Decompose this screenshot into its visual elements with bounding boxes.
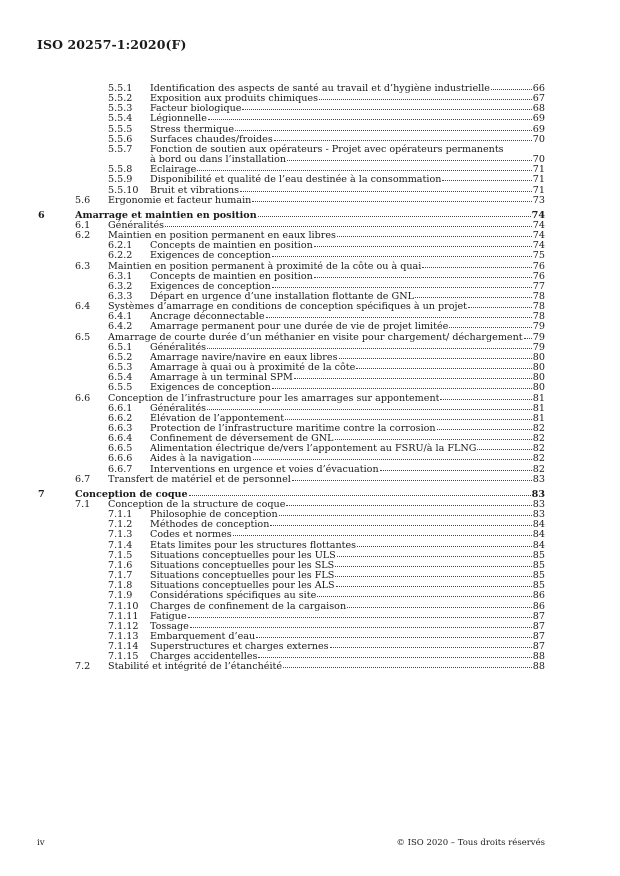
toc-entry-title: Philosophie de conception xyxy=(150,509,278,521)
dot-leader xyxy=(380,470,532,471)
dot-leader xyxy=(256,637,532,638)
dot-leader xyxy=(287,160,532,161)
toc-entry-page: 82 xyxy=(532,463,545,475)
toc-entry-number: 5.5.9 xyxy=(108,174,133,186)
toc-entry-title: Stress thermique xyxy=(150,123,235,135)
toc-entry-number: 6.5 xyxy=(75,331,91,343)
toc-entry-page: 82 xyxy=(532,422,545,434)
toc-entry-title: Charges accidentelles xyxy=(150,651,258,663)
toc-entry-title: Interventions en urgence et voies d’évacuation xyxy=(150,463,379,475)
dot-leader xyxy=(292,480,532,481)
toc-entry-page: 87 xyxy=(532,610,545,622)
dot-leader xyxy=(258,216,531,217)
toc-entry-page: 74 xyxy=(532,230,545,242)
dot-leader xyxy=(449,327,531,328)
toc-entry-page: 79 xyxy=(532,321,545,333)
dot-leader xyxy=(272,256,532,257)
toc-entry-page: 84 xyxy=(532,519,545,531)
toc-entry-page: 74 xyxy=(532,219,545,231)
toc-entry-number: 6 xyxy=(38,209,45,221)
toc-entry-number: 5.5.4 xyxy=(108,113,133,125)
dot-leader xyxy=(272,287,532,288)
toc-entry-title: Départ en urgence d’une installation flottante de GNL xyxy=(150,291,414,302)
toc-entry-title: Disponibilité et qualité de l’eau destinée à la consommation xyxy=(150,174,442,186)
dot-leader xyxy=(252,201,531,202)
toc-entry[interactable] xyxy=(0,661,620,673)
toc-entry-page: 70 xyxy=(532,154,545,166)
dot-leader xyxy=(335,566,532,567)
toc-entry-number: 6.1 xyxy=(75,219,91,231)
toc-entry-number: 6.5.3 xyxy=(108,362,133,374)
toc-entry-title: Systèmes d’amarrage en conditions de conception spécifiques à un projet xyxy=(108,301,468,313)
toc-entry-number: 7.1.12 xyxy=(108,620,139,632)
toc-entry-title: Codes et normes xyxy=(150,529,232,541)
toc-entry-number: 5.5.5 xyxy=(108,123,133,135)
toc-entry-title: Bruit et vibrations xyxy=(150,184,240,196)
dot-leader xyxy=(270,525,531,526)
toc-entry-number: 5.5.2 xyxy=(108,93,133,105)
toc-entry-title: Confinement de déversement de GNL xyxy=(150,433,334,445)
dot-leader xyxy=(347,607,532,608)
toc-entry-number: 5.5.6 xyxy=(108,133,133,145)
toc-entry-number: 7.1.15 xyxy=(108,651,139,663)
dot-leader xyxy=(339,358,532,359)
toc-entry-number: 5.5.7 xyxy=(108,143,133,155)
toc-entry-page: 66 xyxy=(532,83,545,94)
toc-entry-title: Aides à la navigation xyxy=(150,453,252,465)
toc-entry-title: Alimentation électrique de/vers l’appontement au FSRU/à la FLNG xyxy=(150,443,477,455)
toc-entry-page: 85 xyxy=(532,570,545,582)
dot-leader xyxy=(190,627,532,628)
toc-entry-page: 76 xyxy=(532,260,545,272)
toc-entry-number: 6.4.1 xyxy=(108,311,133,323)
toc-entry-title: États limites pour les structures flottantes xyxy=(150,539,357,551)
toc-entry-number: 7.1.6 xyxy=(108,559,133,571)
dot-leader xyxy=(197,170,531,171)
toc-entry-page: 83 xyxy=(532,509,545,521)
dot-leader xyxy=(286,505,531,506)
toc-entry-number: 6.2.2 xyxy=(108,250,133,262)
toc-entry-number: 7.1.5 xyxy=(108,549,133,561)
toc-entry-number: 5.5.3 xyxy=(108,103,133,115)
toc-entry-title: Tossage xyxy=(150,620,189,632)
toc-entry[interactable] xyxy=(0,195,620,207)
toc-entry-number: 6.6.1 xyxy=(108,402,133,414)
dot-leader xyxy=(337,236,532,237)
toc-entry-title: Exposition aux produits chimiques xyxy=(150,93,319,105)
toc-entry-page: 87 xyxy=(532,620,545,632)
dot-leader xyxy=(294,378,532,379)
toc-entry-title: Situations conceptuelles pour les FLS xyxy=(150,570,335,582)
toc-entry-title: Situations conceptuelles pour les ULS xyxy=(150,549,336,561)
dot-leader xyxy=(235,130,532,131)
toc-entry-number: 7.1.14 xyxy=(108,641,139,653)
toc-entry-page: 83 xyxy=(532,499,545,510)
dot-leader xyxy=(207,409,532,410)
dot-leader xyxy=(440,399,531,400)
dot-leader xyxy=(314,246,532,247)
dot-leader xyxy=(317,596,531,597)
toc-entry-page: 70 xyxy=(532,133,545,145)
toc-entry-number: 7.1.2 xyxy=(108,519,133,531)
toc-entry-number: 7.1.13 xyxy=(108,630,139,642)
toc-entry-number: 7 xyxy=(38,488,45,500)
toc-entry-page: 74 xyxy=(531,209,545,221)
toc-entry-title: Légionnelle xyxy=(150,113,207,125)
toc-entry-page: 84 xyxy=(532,529,545,541)
toc-entry-number: 6.3 xyxy=(75,260,91,272)
page-number: iv xyxy=(37,838,45,848)
toc-entry-number: 6.6.6 xyxy=(108,453,133,465)
toc-entry-page: 87 xyxy=(532,630,545,642)
toc-entry-title: Fonction de soutien aux opérateurs - Projet avec opérateurs permanents xyxy=(150,143,504,155)
dot-leader xyxy=(274,140,532,141)
toc-entry-number: 6.3.1 xyxy=(108,270,133,282)
toc-entry-page: 77 xyxy=(532,280,545,292)
dot-leader xyxy=(283,667,532,668)
dot-leader xyxy=(165,226,532,227)
dot-leader xyxy=(335,576,531,577)
toc-entry-title: Protection de l’infrastructure maritime contre la corrosion xyxy=(150,422,436,434)
toc-entry-page: 68 xyxy=(532,103,545,115)
toc-entry-number: 6.5.5 xyxy=(108,382,133,394)
toc-entry-number: 7.1.10 xyxy=(108,600,139,612)
toc-entry-page: 83 xyxy=(531,488,545,500)
dot-leader xyxy=(491,89,532,90)
toc-entry-number: 6.2 xyxy=(75,230,91,242)
dot-leader xyxy=(336,586,532,587)
toc-entry-number: 6.6.4 xyxy=(108,433,133,445)
toc-entry[interactable] xyxy=(0,474,620,486)
dot-leader xyxy=(319,99,532,100)
dot-leader xyxy=(330,647,532,648)
toc-entry-page: 81 xyxy=(532,412,545,424)
toc-entry-title-continuation: à bord ou dans l’installation xyxy=(150,154,287,166)
toc-entry-number: 7.1.1 xyxy=(108,509,133,521)
toc-entry-page: 87 xyxy=(532,641,545,653)
toc-entry-number: 7.1.8 xyxy=(108,580,133,592)
dot-leader xyxy=(477,449,531,450)
toc-entry-title: Exigences de conception xyxy=(150,382,271,394)
toc-entry-page: 69 xyxy=(532,123,545,135)
toc-entry-page: 73 xyxy=(532,194,545,206)
toc-entry-page: 80 xyxy=(532,372,545,384)
toc-entry-title: Situations conceptuelles pour les ALS xyxy=(150,580,335,592)
toc-entry-number: 7.1.3 xyxy=(108,529,133,541)
toc-entry-number: 6.4 xyxy=(75,301,91,313)
toc-entry-page: 74 xyxy=(532,240,545,252)
toc-entry-page: 80 xyxy=(532,382,545,394)
toc-entry-title: Facteur biologique xyxy=(150,103,242,115)
document-header: ISO 20257-1:2020(F) xyxy=(37,37,187,52)
toc-entry-title: Conception de la structure de coque xyxy=(108,499,286,510)
toc-entry-page: 82 xyxy=(532,453,545,465)
toc-entry-title: Ergonomie et facteur humain xyxy=(108,194,252,206)
dot-leader xyxy=(189,495,531,496)
toc-entry-page: 71 xyxy=(532,174,545,186)
toc-entry-title: Concepts de maintien en position xyxy=(150,240,313,252)
dot-leader xyxy=(415,297,532,298)
dot-leader xyxy=(442,180,531,181)
toc-entry-number: 5.5.1 xyxy=(108,83,133,94)
toc-entry-number: 6.7 xyxy=(75,473,91,485)
dot-leader xyxy=(524,338,532,339)
toc-entry-title: Éclairage xyxy=(150,164,197,176)
toc-entry-title: Amarrage navire/navire en eaux libres xyxy=(150,351,338,363)
dot-leader xyxy=(337,556,532,557)
toc-entry-number: 6.3.2 xyxy=(108,280,133,292)
dot-leader xyxy=(357,546,532,547)
toc-entry-title: Conception de coque xyxy=(75,488,188,500)
toc-entry-title: Maintien en position permanent à proximité de la côte ou à quai xyxy=(108,260,422,272)
dot-leader xyxy=(253,459,532,460)
toc-entry-number: 5.5.10 xyxy=(108,184,139,196)
toc-entry-page: 80 xyxy=(532,351,545,363)
toc-entry-page: 86 xyxy=(532,600,545,612)
toc-entry-page: 88 xyxy=(532,651,545,663)
toc-entry-title: Amarrage à un terminal SPM xyxy=(150,372,293,384)
toc-entry-title: Situations conceptuelles pour les SLS xyxy=(150,559,335,571)
toc-entry-page: 88 xyxy=(532,661,545,673)
toc-entry-title: Maintien en position permanent en eaux libres xyxy=(108,230,336,242)
toc-entry-title: Considérations spécifiques au site xyxy=(150,590,317,602)
dot-leader xyxy=(242,109,531,110)
toc-entry-number: 6.4.2 xyxy=(108,321,133,333)
toc-entry-title: Méthodes de conception xyxy=(150,519,270,531)
toc-entry-number: 5.6 xyxy=(75,194,91,206)
dot-leader xyxy=(437,429,532,430)
dot-leader xyxy=(335,439,532,440)
toc-entry-page: 76 xyxy=(532,270,545,282)
toc-entry-page: 78 xyxy=(532,291,545,302)
toc-entry-title: Charges de confinement de la cargaison xyxy=(150,600,347,612)
toc-entry-title: Ancrage déconnectable xyxy=(150,311,265,323)
toc-entry-number: 5.5.8 xyxy=(108,164,133,176)
toc-entry-title: Surfaces chaudes/froides xyxy=(150,133,273,145)
toc-entry-number: 6.5.1 xyxy=(108,341,133,353)
dot-leader xyxy=(314,277,532,278)
toc-entry-title: Amarrage de courte durée d’un méthanier en visite pour chargement/ déchargement xyxy=(108,331,523,343)
toc-entry-number: 6.3.3 xyxy=(108,291,133,302)
toc-entry-title: Généralités xyxy=(150,341,207,353)
toc-entry-number: 6.5.4 xyxy=(108,372,133,384)
toc-entry-number: 6.6.3 xyxy=(108,422,133,434)
toc-entry-page: 79 xyxy=(532,331,545,343)
dot-leader xyxy=(272,388,532,389)
toc-entry-title: Superstructures et charges externes xyxy=(150,641,329,653)
toc-entry-page: 81 xyxy=(532,392,545,404)
dot-leader xyxy=(207,348,532,349)
dot-leader xyxy=(422,267,531,268)
dot-leader xyxy=(233,535,532,536)
dot-leader xyxy=(240,191,532,192)
toc-entry-title: Amarrage et maintien en position xyxy=(75,209,257,221)
toc-entry-page: 67 xyxy=(532,93,545,105)
dot-leader xyxy=(266,317,532,318)
toc-entry-page: 85 xyxy=(532,559,545,571)
toc-entry-page: 83 xyxy=(532,473,545,485)
copyright-notice: © ISO 2020 – Tous droits réservés xyxy=(396,838,545,848)
dot-leader xyxy=(188,617,532,618)
toc-entry-page: 85 xyxy=(532,580,545,592)
toc-entry-number: 6.6.2 xyxy=(108,412,133,424)
toc-entry-number: 7.1.7 xyxy=(108,570,133,582)
toc-entry-page: 86 xyxy=(532,590,545,602)
toc-entry-number: 6.2.1 xyxy=(108,240,133,252)
toc-entry-title: Embarquement d’eau xyxy=(150,630,256,642)
toc-entry-number: 7.2 xyxy=(75,661,91,673)
toc-entry-page: 75 xyxy=(532,250,545,262)
toc-entry-title: Amarrage à quai ou à proximité de la côte xyxy=(150,362,356,374)
toc-entry-title: Transfert de matériel et de personnel xyxy=(108,473,291,485)
toc-entry-page: 81 xyxy=(532,402,545,414)
toc-entry-title: Concepts de maintien en position xyxy=(150,270,313,282)
toc-entry-number: 6.6 xyxy=(75,392,91,404)
toc-entry-number: 7.1.9 xyxy=(108,590,133,602)
toc-entry-title: Généralités xyxy=(108,219,165,231)
toc-entry-title: Exigences de conception xyxy=(150,250,271,262)
toc-entry-title: Conception de l’infrastructure pour les amarrages sur appontement xyxy=(108,392,440,404)
toc-entry-number: 6.6.5 xyxy=(108,443,133,455)
toc-entry-page: 82 xyxy=(532,443,545,455)
toc-entry-page: 79 xyxy=(532,341,545,353)
toc-entry-number: 7.1 xyxy=(75,499,91,510)
toc-entry-title: Amarrage permanent pour une durée de vie de projet limitée xyxy=(150,321,449,333)
toc-entry-title: Fatigue xyxy=(150,610,187,622)
toc-entry-number: 6.6.7 xyxy=(108,463,133,475)
toc-entry-title: Élévation de l’appontement xyxy=(150,412,285,424)
toc-entry-number: 7.1.11 xyxy=(108,610,139,622)
dot-leader xyxy=(279,515,532,516)
toc-entry-page: 71 xyxy=(532,184,545,196)
toc-entry-page: 78 xyxy=(532,301,545,313)
toc-entry-title: Exigences de conception xyxy=(150,280,271,292)
dot-leader xyxy=(258,657,531,658)
toc-entry-title: Stabilité et intégrité de l’étanchéité xyxy=(108,661,283,673)
dot-leader xyxy=(208,119,532,120)
toc-entry-number: 6.5.2 xyxy=(108,351,133,363)
dot-leader xyxy=(468,307,532,308)
toc-entry-title: Généralités xyxy=(150,402,207,414)
toc-entry-page: 69 xyxy=(532,113,545,125)
dot-leader xyxy=(356,368,531,369)
toc-entry-page: 82 xyxy=(532,433,545,445)
toc-entry-number: 7.1.4 xyxy=(108,539,133,551)
toc-entry-page: 84 xyxy=(532,539,545,551)
toc-entry-title: Identification des aspects de santé au travail et d’hygiène industrielle xyxy=(150,83,490,94)
toc-entry-page: 80 xyxy=(532,362,545,374)
toc-entry-page: 85 xyxy=(532,549,545,561)
dot-leader xyxy=(285,419,532,420)
toc-entry-page: 78 xyxy=(532,311,545,323)
toc-entry-page: 71 xyxy=(532,164,545,176)
